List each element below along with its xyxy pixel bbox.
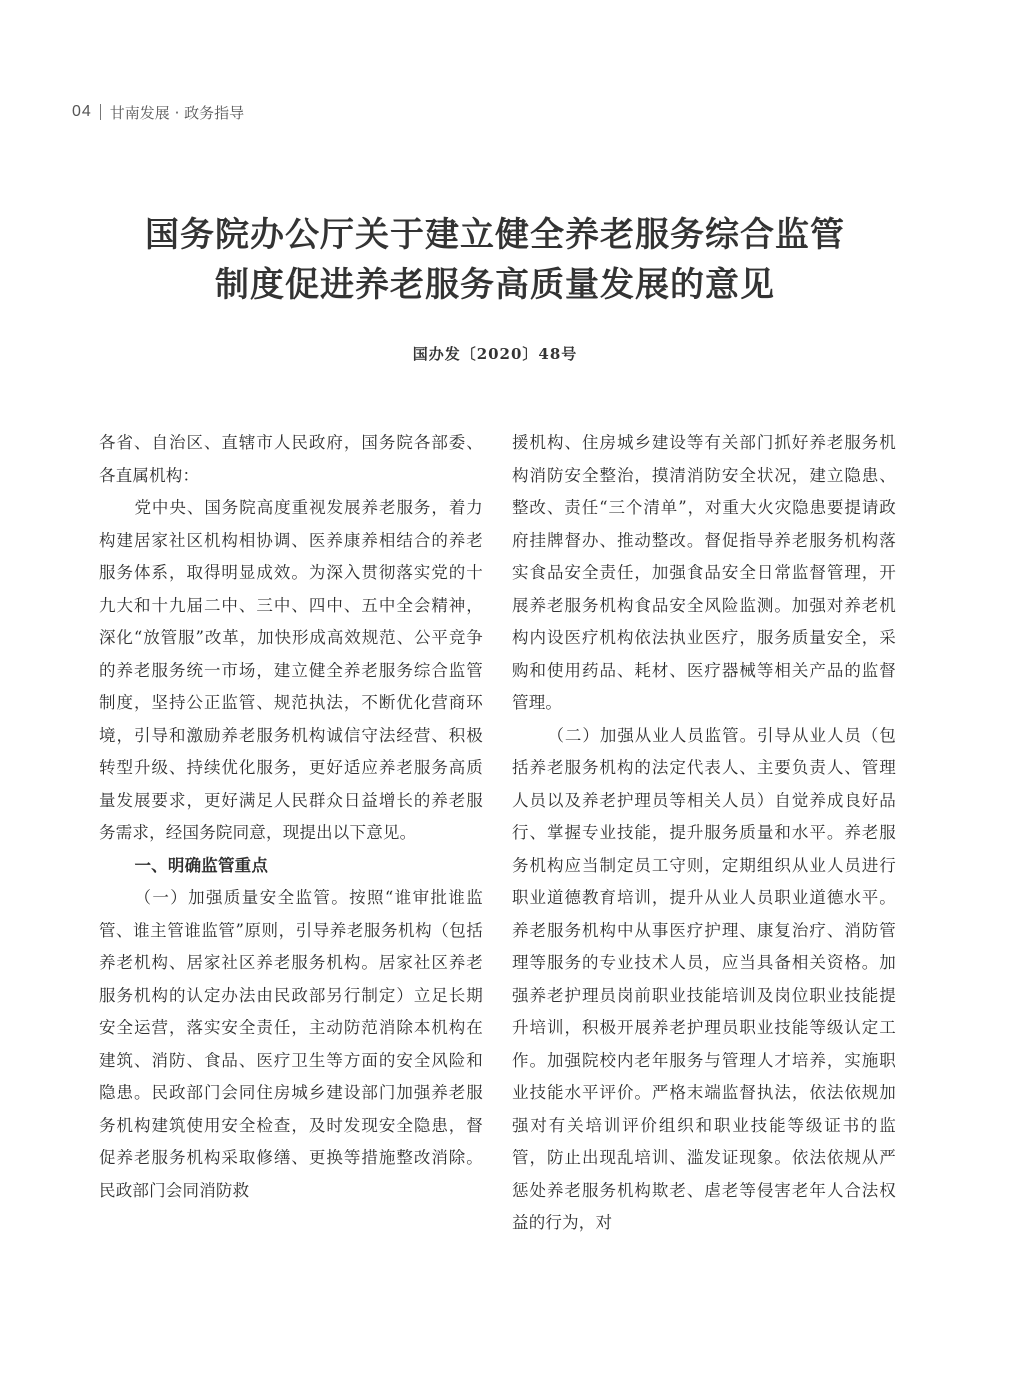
page-header xyxy=(72,100,244,124)
paragraph-staff-supervision: （二）加强从业人员监管。引导从业人员（包括养老服务机构的法定代表人、主要负责人、管理人员以及养老护理员等相关人员）自觉养成良好品行、掌握专业技能，提升服务质量和水平。养老服务机构应当制定员工守则，定期组织从业人员进行职业道德教育培训，提升从业人员职业道德水平。养老服务机构中从事医疗护理、康复治疗、消防管理等服务的专业技术人员，应当具备相关资格。加强养老护理员岗前职业技能培训及岗位职业技能提升培训，积极开展养老护理员职业技能等级认定工作。加强院校内老年服务与管理人才培养，实施职业技能水平评价。严格末端监督执法，依法依规加强对有关培训评价组织和职业技能等级证书的监管，防止出现乱培训、滥发证现象。依法依规从严惩处养老服务机构欺老、虐老等侵害老年人合法权益的行为，对 xyxy=(512,725,896,1232)
paragraph-quality-safety: （一）加强质量安全监管。按照“谁审批谁监管、谁主管谁监管”原则，引导养老服务机构（包括养老机构、居家社区养老服务机构。居家社区养老服务机构的认定办法由民政部另行制定）立足长期安全运营，落实安全责任，主动防范消除本机构在建筑、消防、食品、医疗卫生等方面的安全风险和隐患。民政部门会同住房城乡建设部门加强养老服务机构建筑使用安全检查，及时发现安全隐患，督促养老服务机构采取修缮、更换等措施整改消除。民政部门会同消防救 xyxy=(99,888,483,1200)
section-name: 甘南发展 · 政务指导 xyxy=(109,103,245,122)
document-title xyxy=(60,210,930,310)
title-line-1: 国务院办公厅关于建立健全养老服务综合监管 xyxy=(145,215,845,255)
header-divider xyxy=(100,104,101,120)
paragraph-quality-safety-continued: 援机构、住房城乡建设等有关部门抓好养老服务机构消防安全整治，摸清消防安全状况，建立隐患、整改、责任“三个清单”，对重大火灾隐患要提请政府挂牌督办、推动整改。督促指导养老服务机构落实食品安全责任，加强食品安全日常监督管理，开展养老服务机构食品安全风险监测。加强对养老机构内设医疗机构依法执业医疗，服务质量安全，采购和使用药品、耗材、医疗器械等相关产品的监督管理。 xyxy=(512,433,896,712)
right-column xyxy=(512,427,896,1240)
document-number: 国办发〔2020〕48号 xyxy=(412,345,578,363)
section-heading: 一、明确监管重点 xyxy=(134,855,269,875)
intro-paragraph: 党中央、国务院高度重视发展养老服务，着力构建居家社区机构相协调、医养康养相结合的养老服务体系，取得明显成效。为深入贯彻落实党的十九大和十九届二中、三中、四中、五中全会精神，深化“放管服”改革，加快形成高效规范、公平竞争的养老服务统一市场，建立健全养老服务综合监管制度，坚持公正监管、规范执法，不断优化营商环境，引导和激励养老服务机构诚信守法经营、积极转型升级、持续优化服务，更好适应养老服务高质量发展要求，更好满足人民群众日益增长的养老服务需求，经国务院同意，现提出以下意见。 xyxy=(99,498,483,842)
page-number: 04 xyxy=(72,103,92,120)
left-column xyxy=(99,427,483,1207)
title-line-2: 制度促进养老服务高质量发展的意见 xyxy=(215,265,775,305)
salutation: 各省、自治区、直辖市人民政府，国务院各部委、各直属机构： xyxy=(99,433,483,485)
